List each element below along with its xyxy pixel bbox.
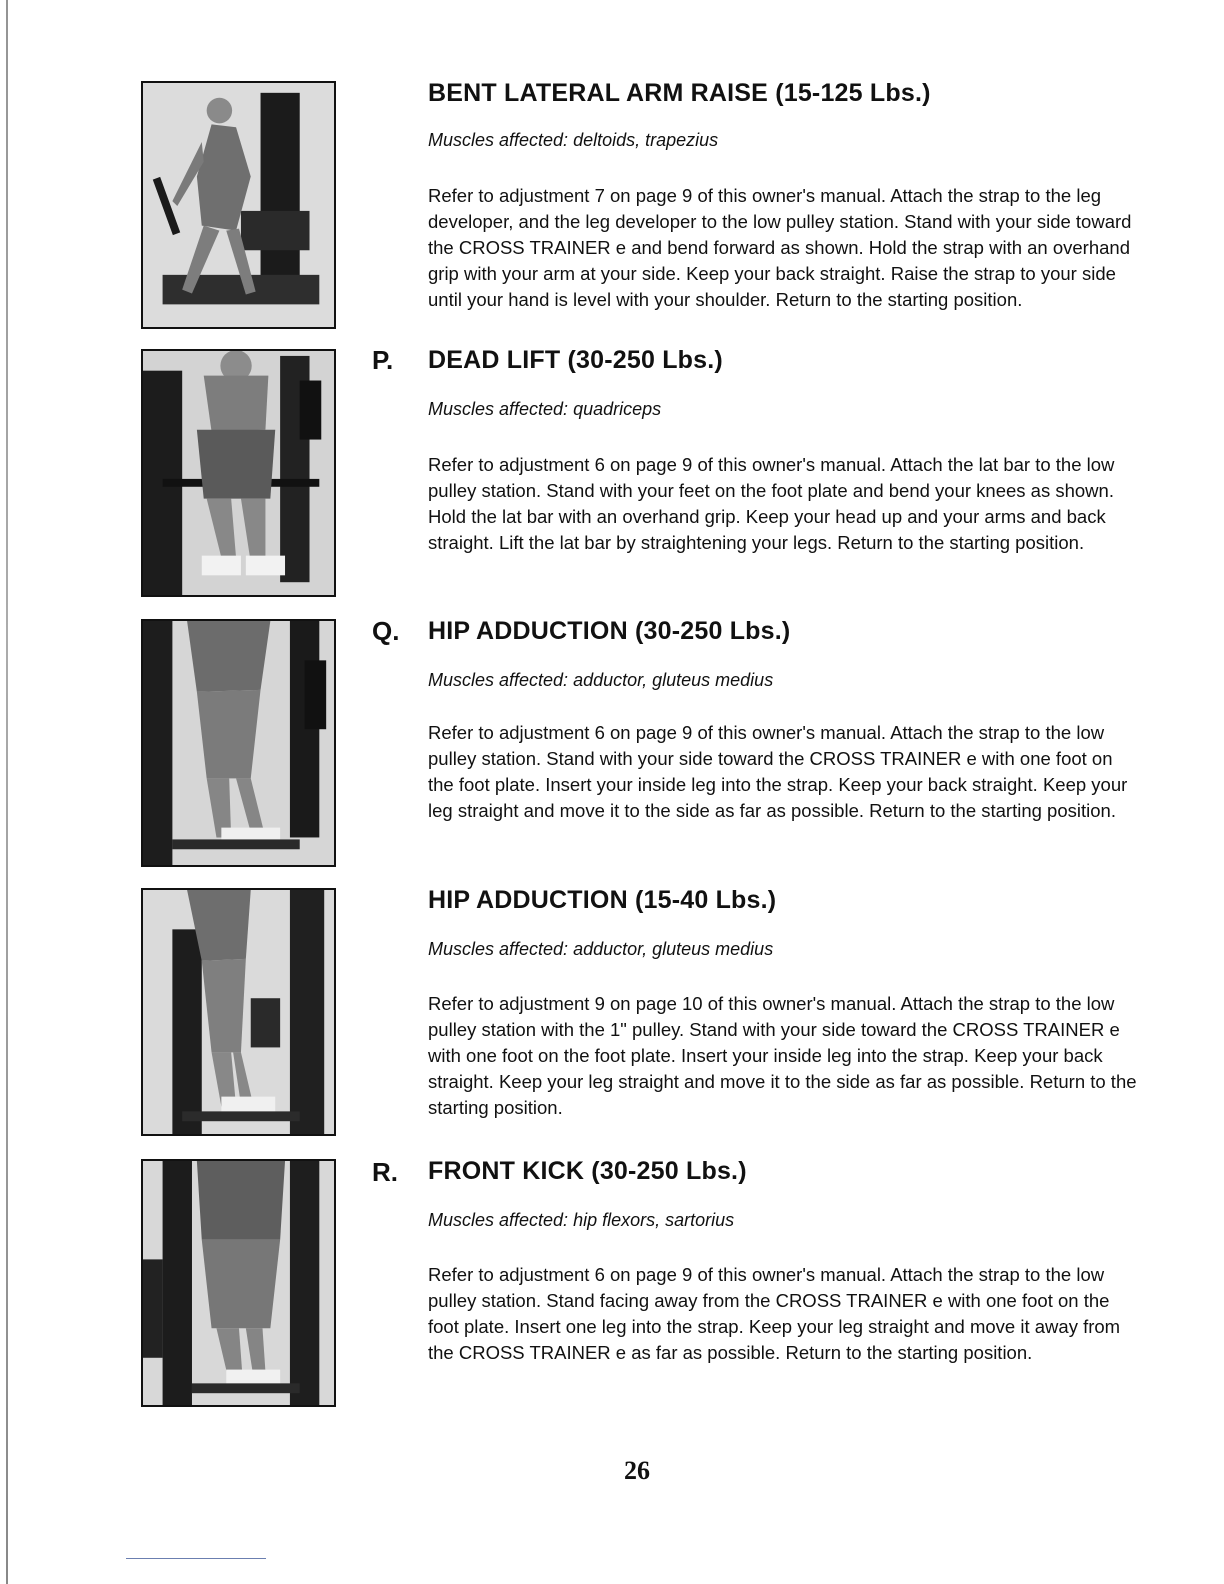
photo-dead-lift [141,349,336,597]
exercise-letter: P. [372,345,394,375]
photo-hip-adduction-light [141,888,336,1136]
exercise-title: BENT LATERAL ARM RAISE (15-125 Lbs.) [428,79,931,107]
muscles-affected: Muscles affected: quadriceps [428,399,662,419]
muscles-affected: Muscles affected: adductor, gluteus medius [428,670,774,690]
exercise-title: FRONT KICK (30-250 Lbs.) [428,1157,747,1185]
exercise-title: HIP ADDUCTION (30-250 Lbs.) [428,617,791,645]
exercise-instructions: Refer to adjustment 7 on page 9 of this owner's manual. Attach the strap to the leg developer, and the leg developer to the low pulley station. Stand with your side toward the CROSS TRAINER e and bend forward as shown. Hold the strap with an overhand grip with your arm at your side. Keep your back straight. Raise the strap to your side until your hand is level with your shoulder. Return to the starting position. [428,185,1132,310]
page-number: 26 [624,1456,650,1485]
photo-front-kick [141,1159,336,1407]
exercise-instructions: Refer to adjustment 6 on page 9 of this owner's manual. Attach the lat bar to the low pulley station. Stand with your feet on the foot plate and bend your knees as shown. Hold the lat bar with an overhand grip. Keep your head up and your arms and back straight. Lift the lat bar by straightening your legs. Return to the starting position. [428,454,1115,553]
exercise-title: DEAD LIFT (30-250 Lbs.) [428,346,723,374]
muscles-affected: Muscles affected: deltoids, trapezius [428,130,719,150]
footnote-rule [126,1558,266,1559]
exercise-letter: R. [372,1157,398,1187]
exercise-instructions: Refer to adjustment 6 on page 9 of this owner's manual. Attach the strap to the low pulley station. Stand with your side toward the CROSS TRAINER e with one foot on the foot plate. Insert your inside leg into the strap. Keep your back straight. Keep your leg straight and move it to the side as far as possible. Return to the starting position. [428,722,1128,821]
photo-bent-lateral-arm-raise [141,81,336,329]
scan-edge [6,0,8,1584]
exercise-title: HIP ADDUCTION (15-40 Lbs.) [428,886,777,914]
exercise-instructions: Refer to adjustment 6 on page 9 of this owner's manual. Attach the strap to the low pulley station. Stand facing away from the CROSS TRAINER e with one foot on the foot plate. Insert one leg into the strap. Keep your leg straight and move it away from the CROSS TRAINER e as far as possible. Return to the starting position. [428,1264,1121,1363]
exercise-letter: Q. [372,616,400,646]
exercise-instructions: Refer to adjustment 9 on page 10 of this owner's manual. Attach the strap to the low pulley station with the 1" pulley. Stand with your side toward the CROSS TRAINER e with one foot on the foot plate. Insert your inside leg into the strap. Keep your back straight. Keep your leg straight and move it to the side as far as possible. Return to the starting position. [428,993,1137,1118]
muscles-affected: Muscles affected: hip flexors, sartorius [428,1210,735,1230]
photo-hip-adduction-heavy [141,619,336,867]
muscles-affected: Muscles affected: adductor, gluteus medius [428,939,774,959]
